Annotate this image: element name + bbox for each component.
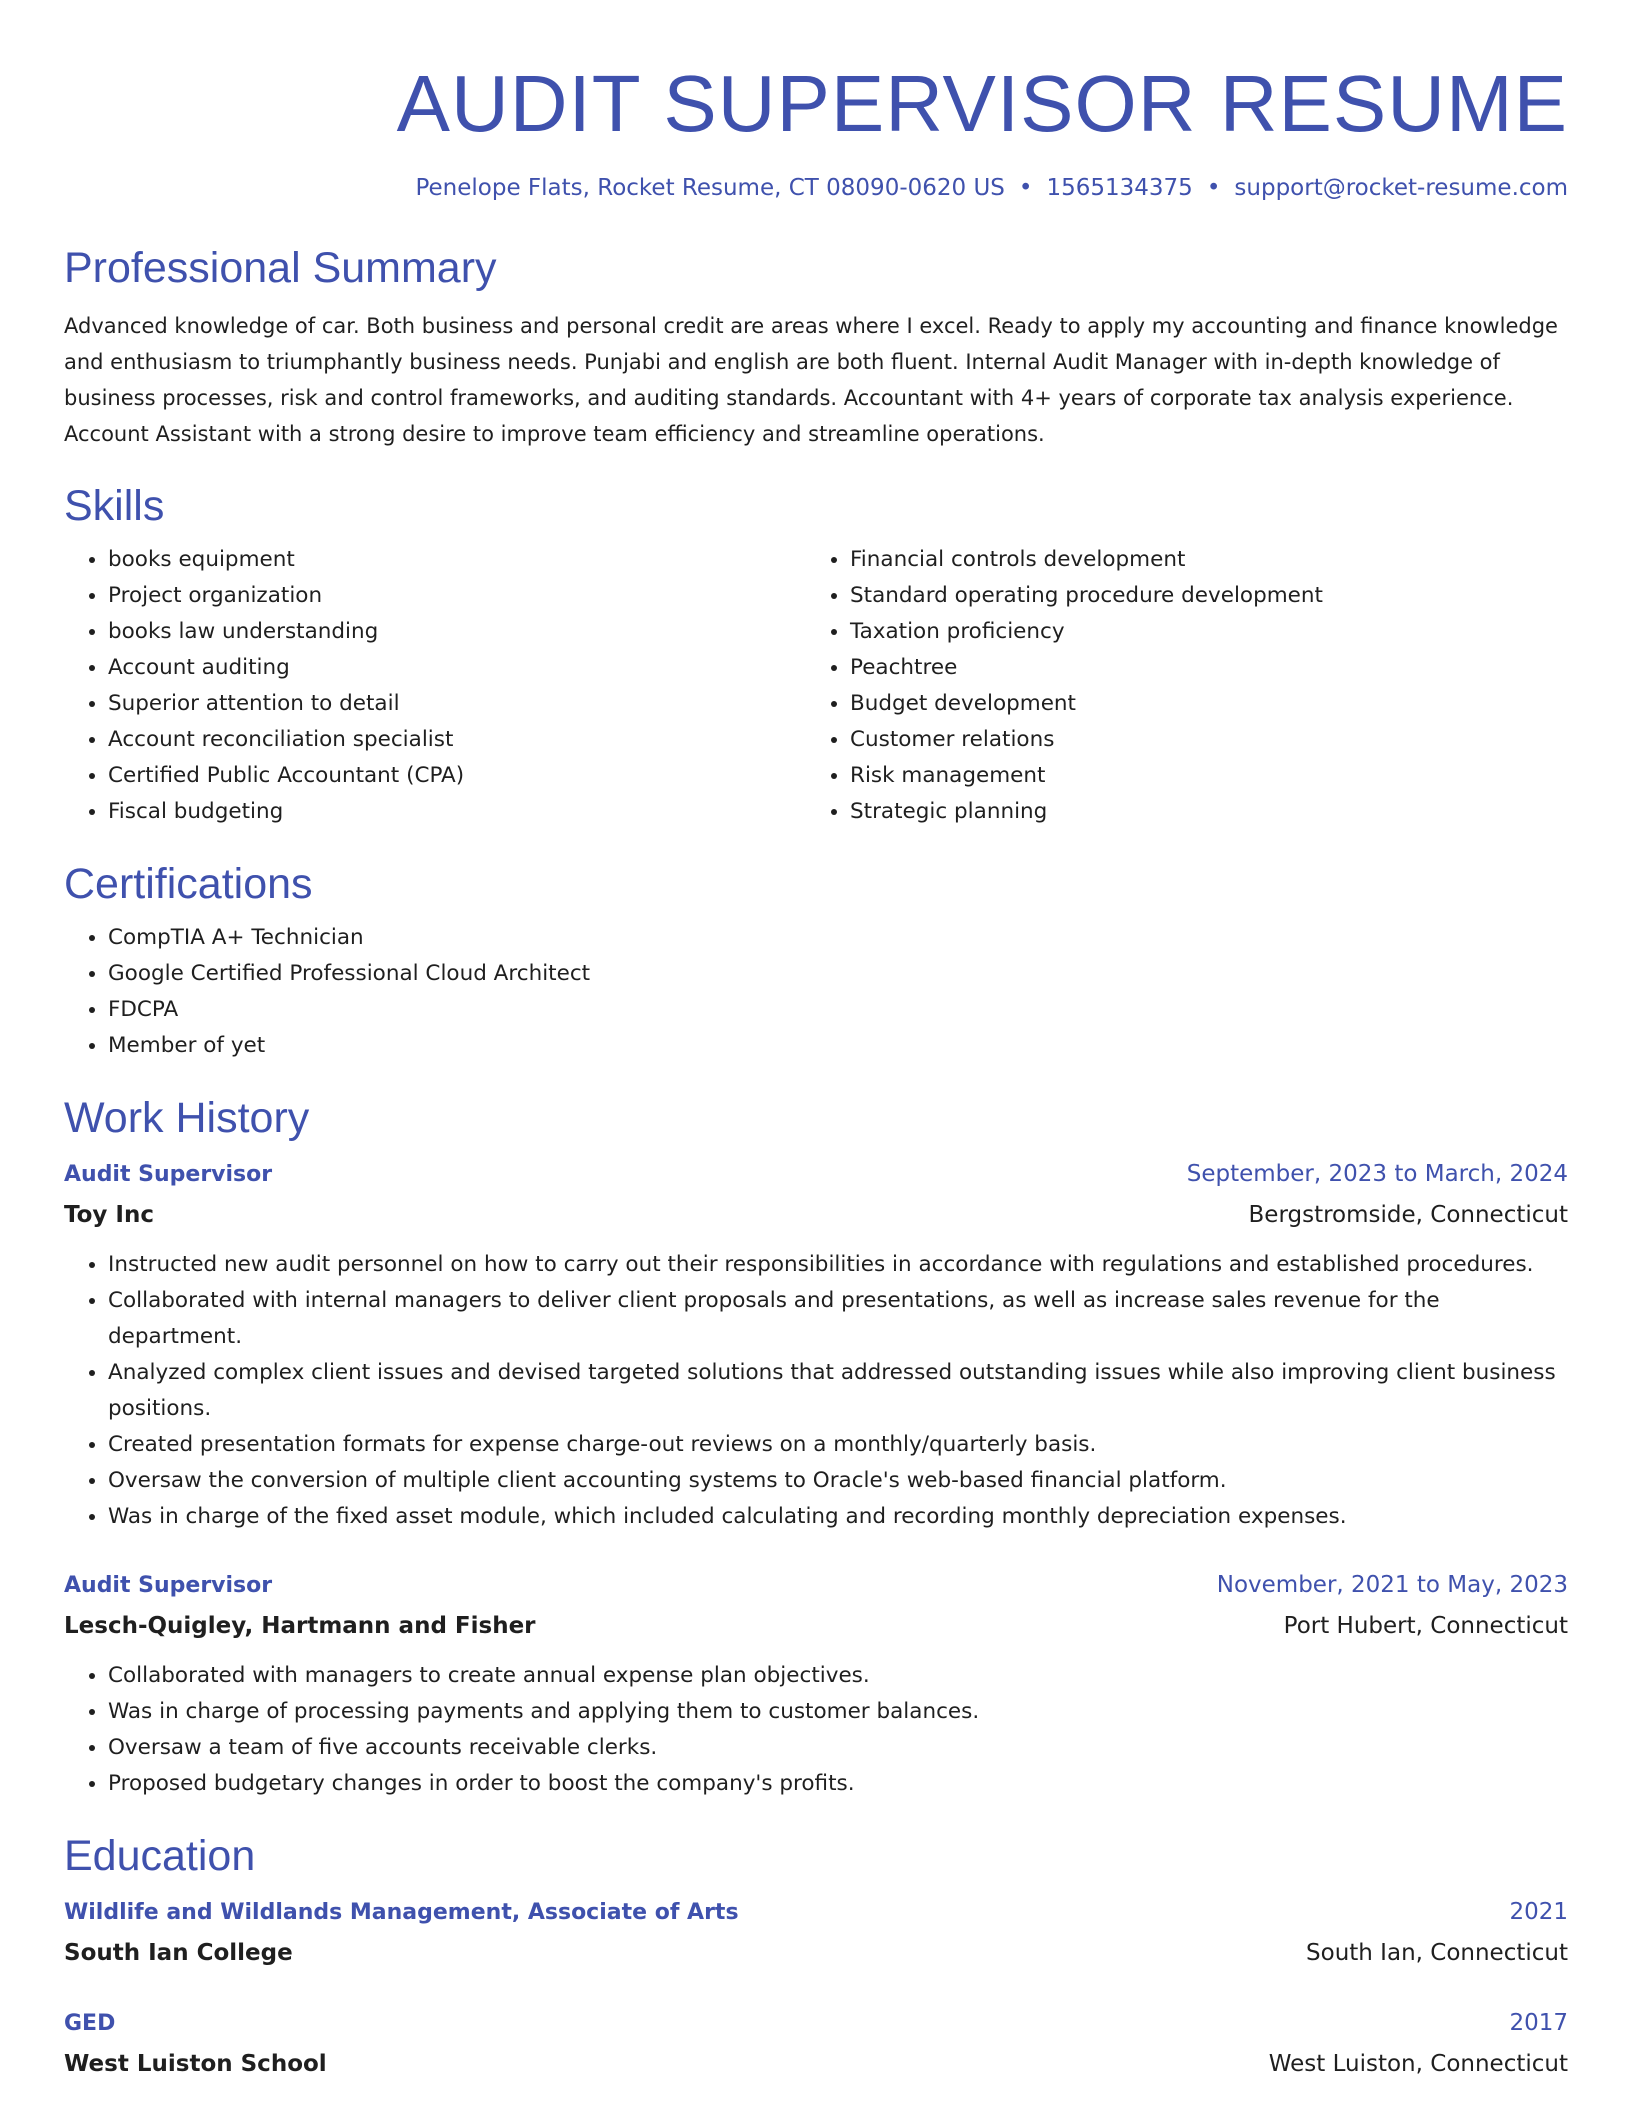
- skills-column-right: [806, 542, 1548, 830]
- job-bullet: • Oversaw a team of five accounts receivable clerks.: [108, 1730, 1568, 1766]
- contact-separator: •: [1206, 175, 1221, 201]
- summary-text: Advanced knowledge of car. Both business and personal credit are areas where I excel. Ready to apply my accounting and finance knowledge and enthusiasm to triumphantly business needs. Punjabi and english are both fluent. Internal Audit Manager with in-depth knowledge of business processes, risk and control frameworks, and auditing standards. Accountant with 4+ years of corporate tax analysis experience. Account Assistant with a strong desire to improve team efficiency and streamline operations.: [64, 314, 1558, 446]
- contact-separator: •: [1018, 175, 1033, 201]
- skills-grid: [64, 542, 1568, 830]
- education-school: West Luiston School: [64, 2051, 327, 2077]
- contact-line: [64, 172, 1568, 204]
- skills-section: [64, 480, 1568, 830]
- job-dates: September, 2023 to March, 2024: [1186, 1161, 1568, 1187]
- job-bullet: • Oversaw the conversion of multiple client accounting systems to Oracle's web-based financial platform.: [108, 1463, 1568, 1499]
- job-dates: November, 2021 to May, 2023: [1216, 1572, 1568, 1598]
- job-bullet: • Instructed new audit personnel on how to carry out their responsibilities in accordance with regulations and established procedures.: [108, 1247, 1568, 1283]
- job-company: Toy Inc: [64, 1202, 155, 1228]
- contact-phone[interactable]: 1565134375: [1046, 175, 1193, 201]
- education-location: South Ian, Connecticut: [1306, 1940, 1568, 1966]
- skill-item: • Project organization: [108, 578, 806, 614]
- education-entry: [64, 2003, 1568, 2084]
- skill-item: • Peachtree: [850, 650, 1548, 686]
- education-heading: Education: [64, 1832, 256, 1880]
- education-section: [64, 1830, 1568, 2084]
- job-entry: [64, 1154, 1568, 1535]
- skill-item: • books law understanding: [108, 614, 806, 650]
- job-bullet: • Was in charge of processing payments and applying them to customer balances.: [108, 1694, 1568, 1730]
- skill-item: • Superior attention to detail: [108, 686, 806, 722]
- certifications-heading: Certifications: [64, 860, 313, 908]
- certification-item: • FDCPA: [108, 992, 1568, 1028]
- skill-item: • Risk management: [850, 758, 1548, 794]
- job-bullet: • Was in charge of the fixed asset module, which included calculating and recording monthly depreciation expenses.: [108, 1499, 1568, 1535]
- skill-item: • Customer relations: [850, 722, 1548, 758]
- skill-item: • Taxation proficiency: [850, 614, 1548, 650]
- certification-item: • CompTIA A+ Technician: [108, 920, 1568, 956]
- certification-item: • Member of yet: [108, 1028, 1568, 1064]
- resume-title: AUDIT SUPERVISOR RESUME: [396, 59, 1568, 148]
- summary-section: [64, 242, 1568, 452]
- education-degree: Wildlife and Wildlands Management, Associate of Arts: [64, 1900, 739, 1925]
- skill-item: • Account auditing: [108, 650, 806, 686]
- job-title: Audit Supervisor: [64, 1573, 273, 1598]
- job-bullet: • Collaborated with managers to create annual expense plan objectives.: [108, 1658, 1568, 1694]
- skill-item: • Fiscal budgeting: [108, 794, 806, 830]
- job-location: Bergstromside, Connecticut: [1248, 1202, 1568, 1228]
- skills-heading: Skills: [64, 482, 165, 530]
- skills-column-left: [64, 542, 806, 830]
- summary-heading: Professional Summary: [64, 244, 497, 292]
- education-entry: [64, 1892, 1568, 1973]
- certification-item: • Google Certified Professional Cloud Architect: [108, 956, 1568, 992]
- contact-email[interactable]: support@rocket-resume.com: [1234, 175, 1568, 201]
- education-year: 2021: [1509, 1899, 1568, 1925]
- work-history-section: [64, 1092, 1568, 1802]
- skill-item: • Certified Public Accountant (CPA): [108, 758, 806, 794]
- skill-item: • Account reconciliation specialist: [108, 722, 806, 758]
- education-degree: GED: [64, 2011, 116, 2036]
- education-year: 2017: [1509, 2010, 1568, 2036]
- skill-item: • Budget development: [850, 686, 1548, 722]
- skill-item: • Strategic planning: [850, 794, 1548, 830]
- certifications-section: [64, 858, 1568, 1064]
- skill-item: • Standard operating procedure development: [850, 578, 1548, 614]
- job-bullet: • Proposed budgetary changes in order to boost the company's profits.: [108, 1766, 1568, 1802]
- skill-item: • Financial controls development: [850, 542, 1548, 578]
- job-bullet: • Collaborated with internal managers to deliver client proposals and presentations, as well as increase sales revenue for the department.: [108, 1283, 1568, 1355]
- job-title: Audit Supervisor: [64, 1162, 273, 1187]
- education-location: West Luiston, Connecticut: [1268, 2051, 1568, 2077]
- job-entry: [64, 1565, 1568, 1802]
- job-bullet: • Analyzed complex client issues and devised targeted solutions that addressed outstanding issues while also improving client business positions.: [108, 1355, 1568, 1427]
- work-history-heading: Work History: [64, 1094, 310, 1142]
- job-bullet: • Created presentation formats for expense charge-out reviews on a monthly/quarterly basis.: [108, 1427, 1568, 1463]
- contact-address: Penelope Flats, Rocket Resume, CT 08090-0620 US: [415, 175, 1005, 201]
- job-location: Port Hubert, Connecticut: [1283, 1613, 1568, 1639]
- job-company: Lesch-Quigley, Hartmann and Fisher: [64, 1613, 536, 1639]
- skill-item: • books equipment: [108, 542, 806, 578]
- education-school: South Ian College: [64, 1940, 293, 1966]
